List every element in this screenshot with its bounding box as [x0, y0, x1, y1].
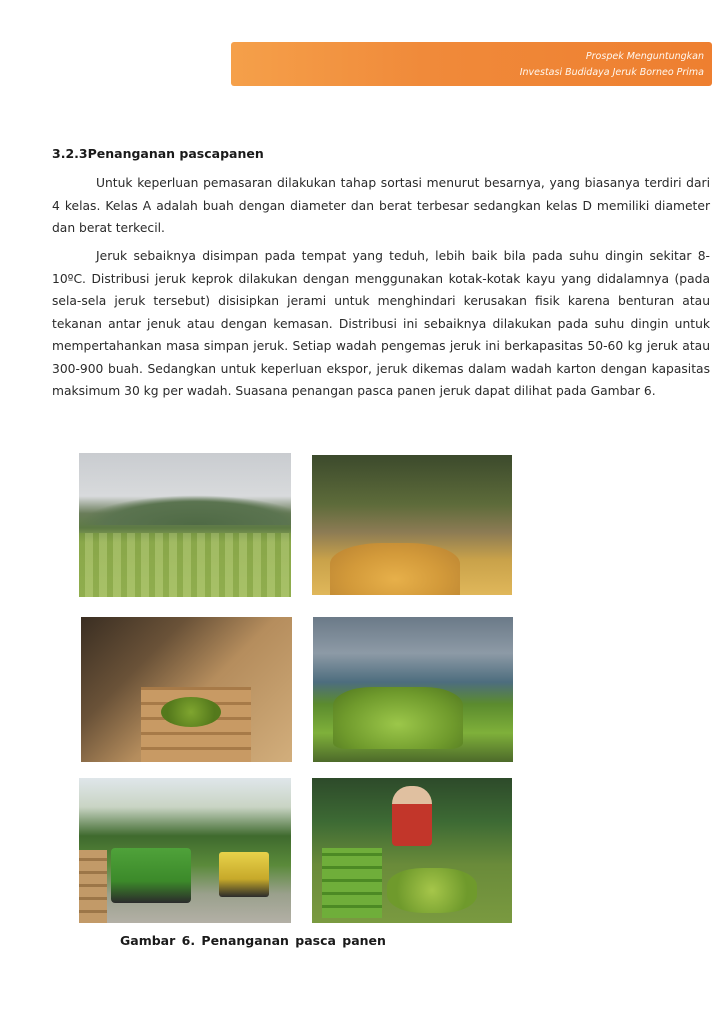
photo-packing-house: [313, 617, 513, 762]
photo-green-truck: [111, 848, 191, 903]
photo-fruit: [161, 697, 221, 727]
photo-yellow-truck: [219, 852, 269, 897]
paragraph-1: [52, 172, 710, 240]
photo-hill: [79, 495, 291, 525]
photo-harvest-sorting: [312, 455, 512, 595]
header-line-2: Investasi Budidaya Jeruk Borneo Prima: [519, 67, 704, 78]
photo-orchard-landscape: [79, 453, 291, 597]
photo-stacked-crates: [79, 850, 107, 923]
photo-loading-truck: [312, 778, 512, 923]
section-title: 3.2.3Penanganan pascapanen: [52, 146, 264, 161]
photo-tree-rows: [79, 533, 291, 597]
paragraph-2: [52, 245, 710, 403]
figure-caption: Gambar 6. Penanganan pasca panen: [120, 933, 386, 948]
paragraph-1-text: Untuk keperluan pemasaran dilakukan tahap sortasi menurut besarnya, yang biasanya terdiri dari 4 kelas. Kelas A adalah buah dengan diameter dan berat terbesar sedangkan kelas D memiliki diameter dan berat terkecil.: [52, 176, 710, 235]
header-band: [231, 42, 712, 86]
photo-citrus-pile: [333, 687, 463, 749]
photo-wooden-crates: [81, 617, 292, 762]
photo-trucks: [79, 778, 291, 923]
header-line-1: Prospek Menguntungkan: [585, 51, 704, 62]
photo-oranges: [387, 868, 477, 913]
photo-green-crate: [322, 848, 382, 918]
header-text: [520, 49, 704, 81]
photo-worker: [392, 786, 432, 846]
paragraph-2-text: Jeruk sebaiknya disimpan pada tempat yang teduh, lebih baik bila pada suhu dingin sekitar 8-10ºC. Distribusi jeruk keprok dilakukan dengan menggunakan kotak-kotak kayu yang didalamnya (pada sela-sela jeruk tersebut) disisipkan jerami untuk menghindari kerusakan fisik karena benturan atau tekanan antar jenuk atau dengan kemasan. Distribusi ini sebaiknya dilakukan pada suhu dingin untuk mempertahankan masa simpan jeruk. Setiap wadah pengemas jeruk ini berkapasitas 50-60 kg jeruk atau 300-900 buah. Sedangkan untuk keperluan ekspor, jeruk dikemas dalam wadah karton dengan kapasitas maksimum 30 kg per wadah. Suasana penangan pasca panen jeruk dapat dilihat pada Gambar 6.: [52, 249, 710, 398]
photo-orange-pile: [330, 543, 460, 595]
